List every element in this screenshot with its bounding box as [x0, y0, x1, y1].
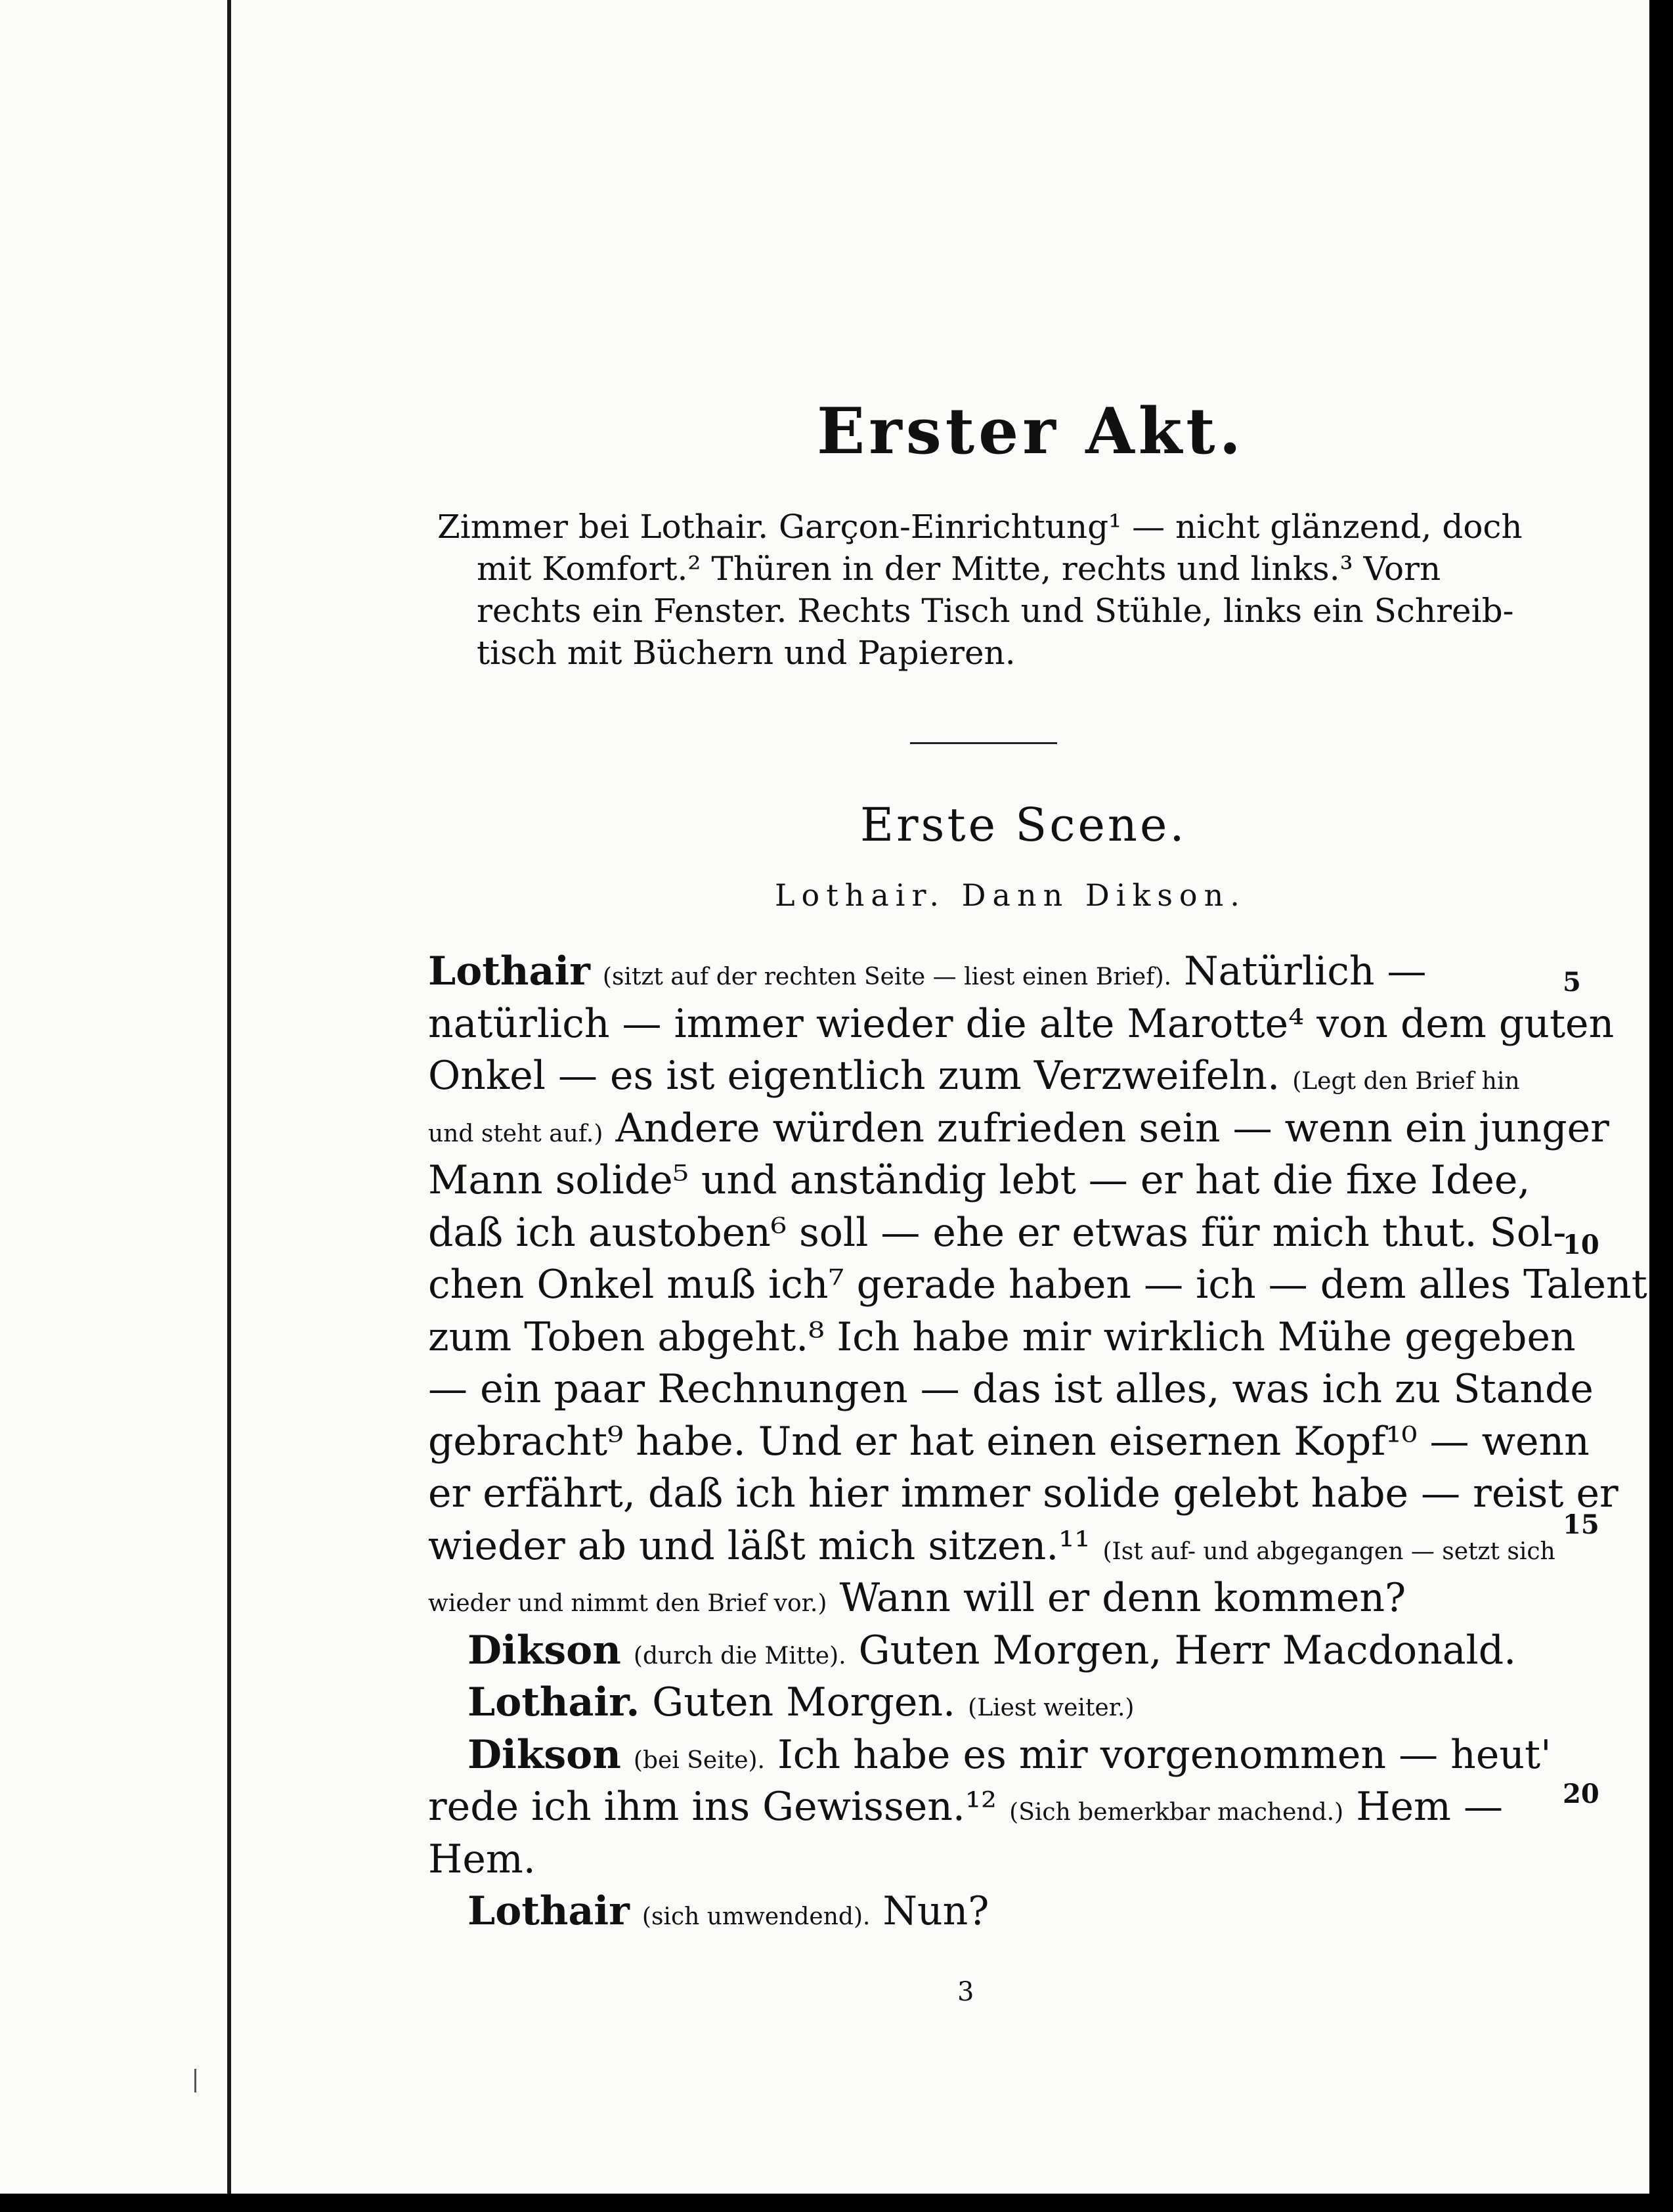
stage-note: (durch die Mitte).	[633, 1642, 846, 1670]
line-text: Nun?	[882, 1888, 989, 1934]
line-text: Natürlich —	[1184, 948, 1427, 994]
text-line	[428, 1781, 1531, 1834]
text-line	[428, 1572, 1531, 1625]
line-text: Andere würden zufrieden sein — wenn ein junger	[615, 1105, 1609, 1151]
text-line	[428, 1625, 1531, 1677]
stage-note: (sich umwendend).	[641, 1903, 871, 1930]
scan-border-bottom	[0, 2194, 1673, 2212]
text-line	[428, 1677, 1531, 1729]
stage-note: (Sich bemerkbar machend.)	[1009, 1799, 1344, 1826]
text-line	[428, 1729, 1552, 1782]
line-number: 10	[1563, 1229, 1599, 1260]
stage-note: (bei Seite).	[633, 1746, 765, 1774]
line-text: Ich habe es mir vorgenommen — heut'	[777, 1731, 1552, 1778]
text-line	[428, 1886, 1531, 1938]
text-line	[428, 1312, 1576, 1364]
line-text: — ein paar Rechnungen — das ist alles, was ich zu Stande	[428, 1366, 1594, 1412]
stage-direction-line: Zimmer bei Lothair. Garçon-Einrichtung¹ — nicht glänzend, doch	[437, 508, 1523, 546]
line-number: 5	[1563, 967, 1581, 998]
page-number: 3	[957, 1977, 974, 2007]
stage-note: (Liest weiter.)	[968, 1694, 1135, 1721]
line-text: gebracht⁹ habe. Und er hat einen eisernen Kopf¹⁰ — wenn	[428, 1418, 1590, 1465]
text-line	[428, 998, 1615, 1051]
speaker-name: Lothair.	[467, 1679, 640, 1725]
text-line	[428, 1520, 1555, 1573]
line-text: er erfährt, daß ich hier immer solide gelebt habe — reist er	[428, 1471, 1619, 1516]
line-number: 20	[1563, 1779, 1599, 1809]
stage-note: und steht auf.)	[428, 1120, 603, 1147]
line-text: rede ich ihm ins Gewissen.¹²	[428, 1784, 997, 1830]
text-line	[428, 1834, 1531, 1886]
line-text: daß ich austoben⁶ soll — ehe er etwas für mich thut. Sol-	[428, 1209, 1567, 1256]
stage-note: (Legt den Brief hin	[1292, 1068, 1520, 1095]
stage-note: wieder und nimmt den Brief vor.)	[428, 1590, 827, 1617]
text-line	[428, 1468, 1619, 1520]
text-line	[428, 1416, 1590, 1469]
act-title: Erster Akt.	[817, 394, 1245, 468]
text-line	[428, 1155, 1531, 1207]
stage-note: (sitzt auf der rechten Seite — liest einen Brief).	[602, 963, 1172, 990]
speaker-name: Lothair	[467, 1888, 630, 1934]
text-line	[428, 1259, 1647, 1312]
text-line	[428, 1103, 1609, 1155]
text-line	[428, 946, 1531, 998]
stage-direction	[437, 506, 1540, 674]
line-text: Hem —	[1356, 1784, 1504, 1830]
line-text: natürlich — immer wieder die alte Marotte⁴ von dem guten	[428, 1000, 1615, 1047]
line-text: Onkel — es ist eigentlich zum Verzweifeln.	[428, 1053, 1280, 1099]
stage-direction-line: mit Komfort.² Thüren in der Mitte, rechts und links.³ Vorn	[477, 550, 1441, 588]
speaker-name: Lothair	[428, 948, 590, 994]
line-text: Guten Morgen.	[652, 1679, 956, 1725]
text-line	[428, 1050, 1531, 1103]
page-gutter	[227, 0, 231, 2194]
line-number: 15	[1563, 1509, 1599, 1540]
text-line	[428, 1207, 1567, 1260]
spine-mark	[194, 2069, 196, 2092]
speaker-name: Dikson	[467, 1731, 621, 1778]
scan-border-right	[1649, 0, 1673, 2212]
line-text: Guten Morgen, Herr Macdonald.	[858, 1627, 1517, 1673]
line-text: Hem.	[428, 1836, 536, 1882]
speaker-name: Dikson	[467, 1627, 621, 1673]
stage-note: (Ist auf- und abgegangen — setzt sich	[1102, 1537, 1555, 1565]
scene-title: Erste Scene.	[860, 798, 1187, 852]
text-line	[428, 1363, 1594, 1416]
line-text: Mann solide⁵ und anständig lebt — er hat die fixe Idee,	[428, 1157, 1531, 1203]
line-text: Wann will er denn kommen?	[839, 1575, 1406, 1621]
stage-direction-line: rechts ein Fenster. Rechts Tisch und Stühle, links ein Schreib-	[477, 592, 1514, 630]
section-divider	[910, 742, 1057, 744]
stage-direction-line: tisch mit Büchern und Papieren.	[477, 634, 1016, 672]
line-text: chen Onkel muß ich⁷ gerade haben — ich — dem alles Talent	[428, 1262, 1647, 1308]
cast-list: Lothair. Dann Dikson.	[775, 877, 1246, 913]
line-text: wieder ab und läßt mich sitzen.¹¹	[428, 1522, 1091, 1569]
line-text: zum Toben abgeht.⁸ Ich habe mir wirklich Mühe gegeben	[428, 1314, 1576, 1360]
